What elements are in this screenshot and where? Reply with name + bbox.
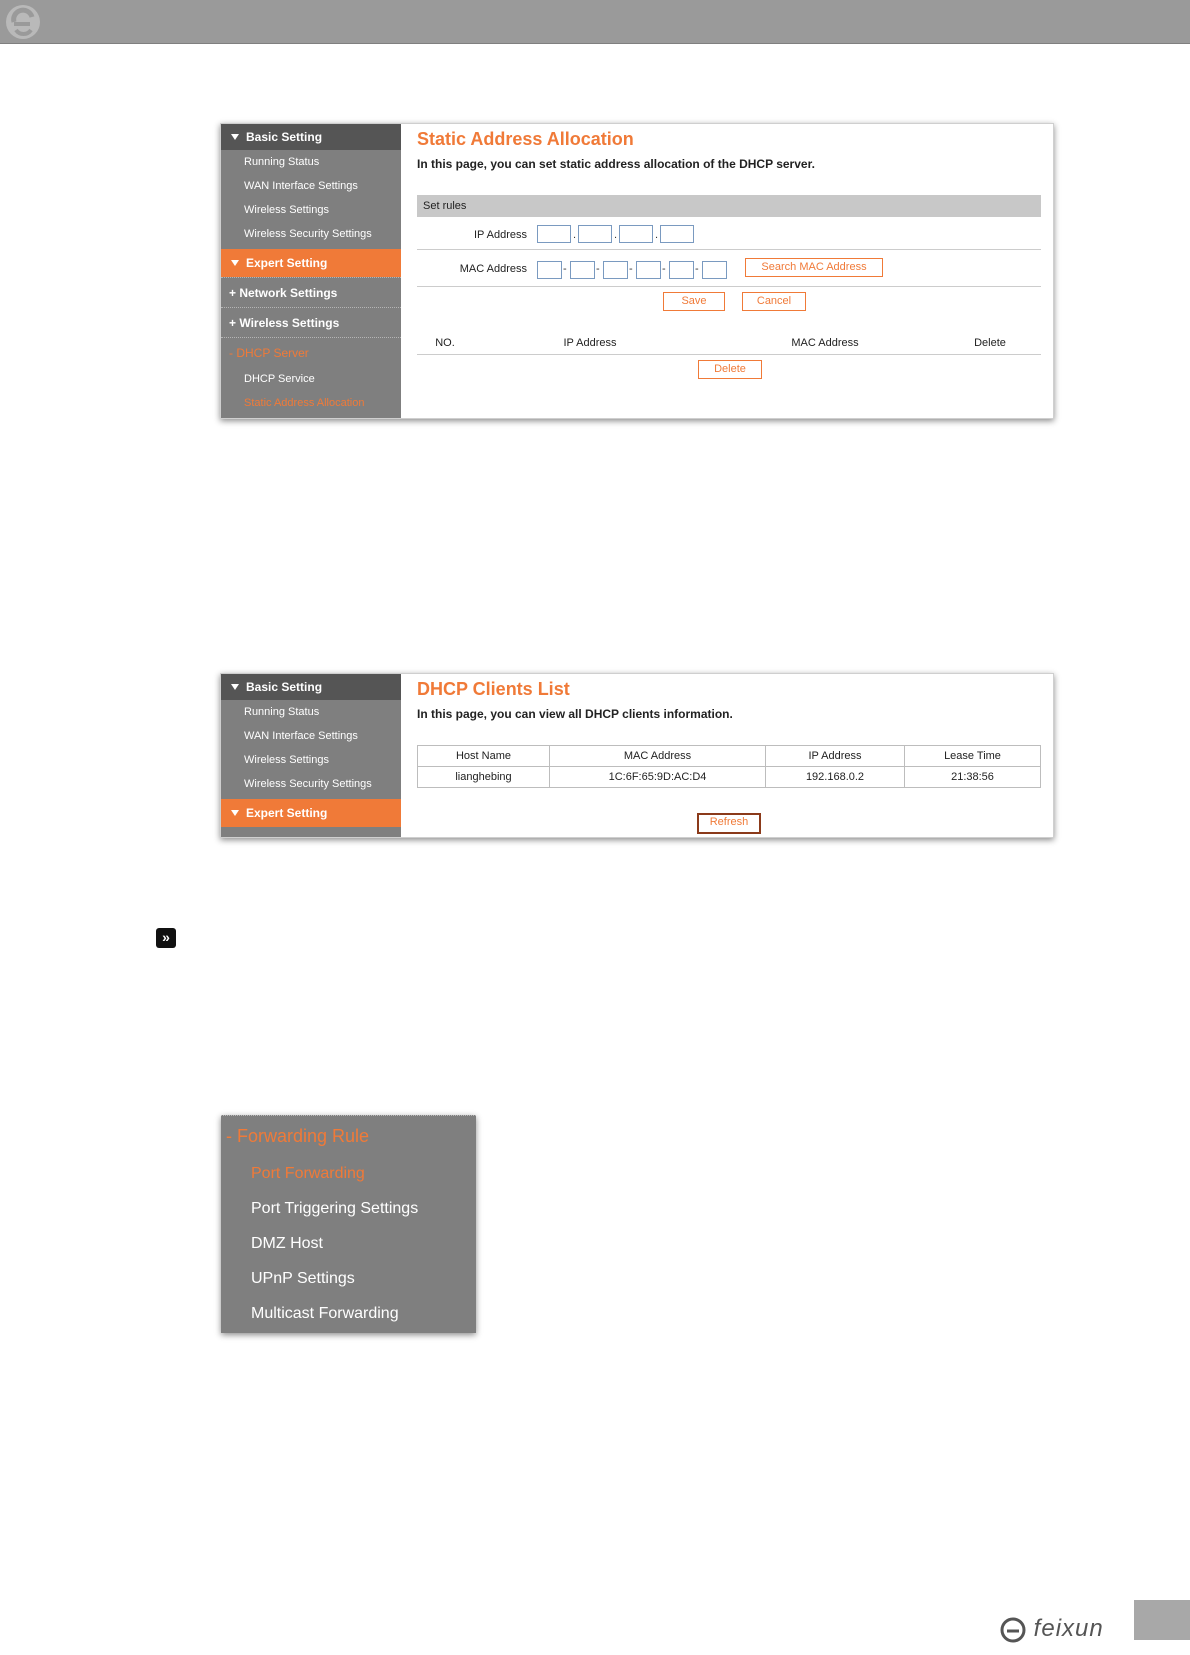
sidebar-group-network[interactable]: + Network Settings: [221, 277, 401, 307]
menu-item-dmz-host[interactable]: DMZ Host: [251, 1235, 323, 1252]
mac-dash: -: [662, 263, 666, 275]
refresh-button[interactable]: Refresh: [697, 813, 761, 834]
divider: [417, 249, 1041, 250]
col-header-mac: MAC Address: [791, 337, 859, 349]
sidebar-item-dhcp-service[interactable]: DHCP Service: [244, 373, 315, 385]
sidebar-basic-setting[interactable]: Basic Setting: [221, 674, 401, 700]
page-title: Static Address Allocation: [417, 129, 634, 149]
mac-dash: -: [563, 263, 567, 275]
sidebar-item-wireless-security[interactable]: Wireless Security Settings: [244, 778, 372, 790]
set-rules-band: Set rules: [417, 195, 1041, 217]
dhcp-clients-screenshot: [220, 673, 1054, 838]
cell-lease-time: 21:38:56: [905, 767, 1041, 788]
sidebar-item-running-status[interactable]: Running Status: [244, 706, 320, 718]
sidebar-item-wan[interactable]: WAN Interface Settings: [244, 730, 358, 742]
ip-address-label: IP Address: [474, 229, 527, 241]
cancel-button[interactable]: Cancel: [742, 292, 806, 311]
sidebar-item-static-allocation[interactable]: Static Address Allocation: [244, 397, 365, 409]
col-header-ip: IP Address: [563, 337, 617, 349]
content-area: [401, 674, 1053, 837]
clients-table: [417, 745, 1041, 788]
mac-dash: -: [695, 263, 699, 275]
col-header-ip: IP Address: [766, 746, 905, 767]
static-allocation-screenshot: [220, 123, 1054, 419]
brand-name: feixun: [1033, 1615, 1104, 1642]
sidebar-item-wireless[interactable]: Wireless Settings: [244, 754, 329, 766]
sidebar-item-wan[interactable]: WAN Interface Settings: [244, 180, 358, 192]
sidebar-item-wireless[interactable]: Wireless Settings: [244, 204, 329, 216]
cell-host-name: lianghebing: [418, 767, 550, 788]
table-header-row: [418, 746, 1041, 767]
ip-octet-3-input[interactable]: [619, 225, 653, 243]
col-header-no: NO.: [435, 337, 455, 349]
feixun-logo-icon: [2, 2, 44, 42]
col-header-lease: Lease Time: [905, 746, 1041, 767]
mac-octet-1-input[interactable]: [537, 261, 562, 279]
double-chevron-icon: »: [156, 928, 176, 948]
page-title: DHCP Clients List: [417, 679, 570, 699]
mac-dash: -: [596, 263, 600, 275]
search-mac-button[interactable]: Search MAC Address: [745, 258, 883, 277]
header-band: [0, 0, 1190, 44]
sidebar: [221, 674, 401, 837]
sidebar-basic-setting[interactable]: Basic Setting: [221, 124, 401, 150]
feixun-logo-icon: [1000, 1617, 1026, 1643]
triangle-down-icon: [231, 260, 239, 266]
page-description: In this page, you can set static address allocation of the DHCP server.: [417, 157, 815, 171]
sidebar-expert-setting[interactable]: Expert Setting: [221, 799, 401, 827]
sidebar-group-dhcp[interactable]: - DHCP Server: [221, 337, 401, 367]
sidebar: [221, 124, 401, 418]
delete-button[interactable]: Delete: [698, 360, 762, 379]
mac-octet-5-input[interactable]: [669, 261, 694, 279]
menu-item-port-forwarding[interactable]: Port Forwarding: [251, 1165, 365, 1182]
menu-item-port-triggering[interactable]: Port Triggering Settings: [251, 1200, 419, 1217]
mac-octet-3-input[interactable]: [603, 261, 628, 279]
sidebar-expert-setting[interactable]: Expert Setting: [221, 249, 401, 277]
cell-mac-address: 1C:6F:65:9D:AC:D4: [550, 767, 766, 788]
col-header-delete: Delete: [974, 337, 1006, 349]
triangle-down-icon: [231, 684, 239, 690]
mac-address-label: MAC Address: [459, 263, 527, 275]
forwarding-rule-group[interactable]: - Forwarding Rule: [226, 1126, 370, 1146]
menu-item-multicast[interactable]: Multicast Forwarding: [251, 1305, 399, 1322]
brand-logo: [1000, 1615, 1104, 1643]
triangle-down-icon: [231, 810, 239, 816]
mac-octet-6-input[interactable]: [702, 261, 727, 279]
col-header-mac: MAC Address: [550, 746, 766, 767]
page-description: In this page, you can view all DHCP clients information.: [417, 707, 733, 721]
divider: [417, 354, 1041, 355]
forwarding-menu: [221, 1115, 476, 1333]
content-area: [401, 124, 1053, 418]
sidebar-item-wireless-security[interactable]: Wireless Security Settings: [244, 228, 372, 240]
mac-octet-4-input[interactable]: [636, 261, 661, 279]
mac-dash: -: [629, 263, 633, 275]
mac-octet-2-input[interactable]: [570, 261, 595, 279]
col-header-host: Host Name: [418, 746, 550, 767]
sidebar-item-running-status[interactable]: Running Status: [244, 156, 320, 168]
ip-octet-4-input[interactable]: [660, 225, 694, 243]
table-row: [418, 767, 1041, 788]
divider: [417, 286, 1041, 287]
ip-dot: .: [573, 229, 577, 241]
ip-octet-2-input[interactable]: [578, 225, 612, 243]
cell-ip-address: 192.168.0.2: [766, 767, 905, 788]
triangle-down-icon: [231, 134, 239, 140]
menu-item-upnp[interactable]: UPnP Settings: [251, 1270, 355, 1287]
save-button[interactable]: Save: [663, 292, 725, 311]
sidebar-group-wireless[interactable]: + Wireless Settings: [221, 307, 401, 337]
ip-dot: .: [614, 229, 618, 241]
page-number-tab: [1134, 1600, 1190, 1640]
ip-dot: .: [655, 229, 659, 241]
ip-octet-1-input[interactable]: [537, 225, 571, 243]
